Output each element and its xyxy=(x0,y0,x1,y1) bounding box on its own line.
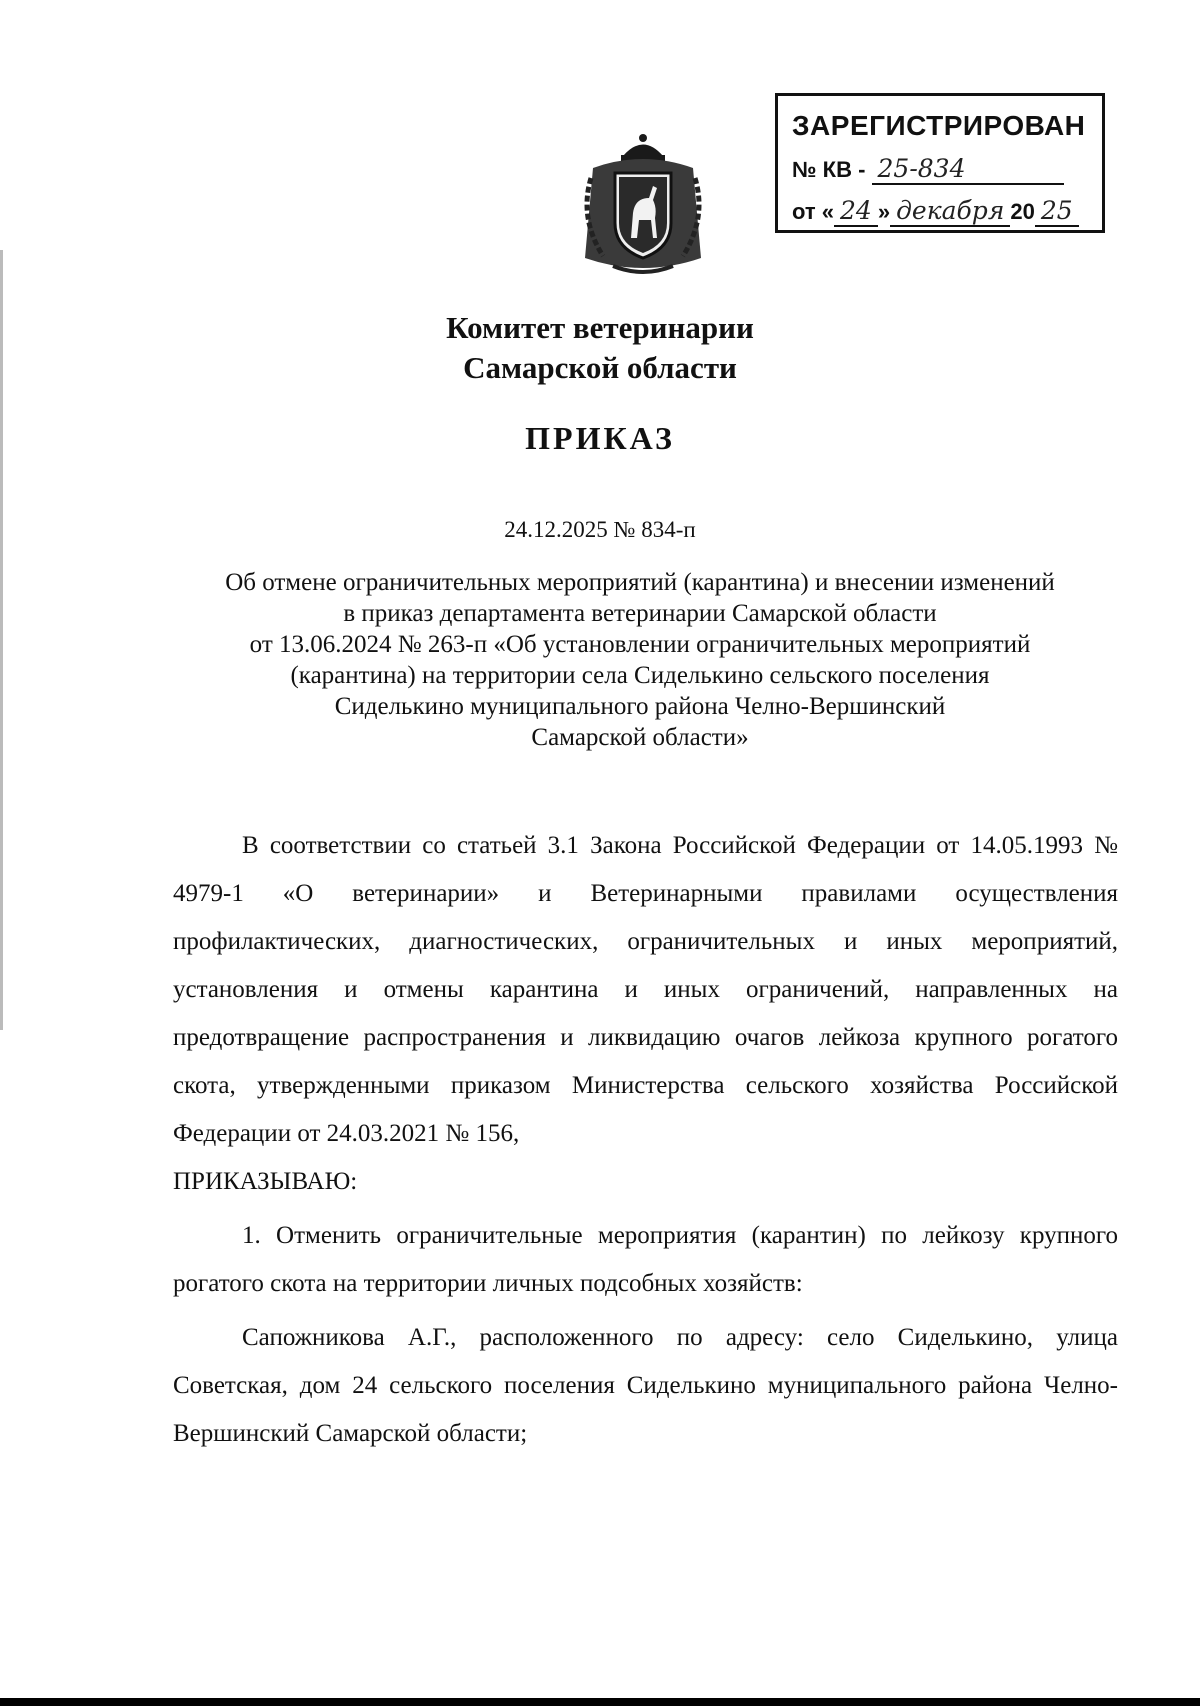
stamp-title: ЗАРЕГИСТРИРОВАН xyxy=(792,110,1086,141)
registration-stamp xyxy=(775,93,1105,233)
document-type: ПРИКАЗ xyxy=(525,420,675,456)
subject-line: от 13.06.2024 № 263-п «Об установлении ограничительных мероприятий xyxy=(249,631,1031,658)
stamp-number-handwritten: 25-834 xyxy=(872,154,1064,185)
subject-line: Самарской области» xyxy=(531,724,749,751)
coat-of-arms-emblem xyxy=(573,128,713,278)
stamp-date-row xyxy=(792,196,1079,225)
scan-edge-bottom xyxy=(0,1698,1200,1706)
subject-line: (карантина) на территории села Сиделькино сельского поселения xyxy=(290,662,990,689)
subject-line: в приказ департамента ветеринарии Самарской области xyxy=(343,600,937,627)
subject-line: Сиделькино муниципального района Челно-Вершинский xyxy=(334,693,946,720)
stamp-date-mid: » xyxy=(877,199,891,224)
stamp-number-prefix: № КВ - xyxy=(792,157,866,182)
item-1-paragraph: 1. Отменить ограничительные мероприятия (карантин) по лейкозу крупного рогатого скота на территории личных подсобных хозяйств: xyxy=(173,1222,1118,1297)
stamp-date-year: 25 xyxy=(1035,196,1079,227)
command-word: ПРИКАЗЫВАЮ: xyxy=(173,1168,358,1195)
stamp-date-prefix: от « xyxy=(792,199,835,224)
stamp-date-year-prefix: 20 xyxy=(1010,199,1035,224)
stamp-date-month: декабря xyxy=(890,196,1010,227)
document-number-date: 24.12.2025 № 834-п xyxy=(504,517,696,542)
item-1-household-paragraph: Сапожникова А.Г., расположенного по адресу: село Сиделькино, улица Советская, дом 24 сельского поселения Сиделькино муниципального района Челно-Вершинский Самарской области; xyxy=(173,1324,1118,1447)
stamp-number-row xyxy=(792,154,1064,185)
subject-line: Об отмене ограничительных мероприятий (карантина) и внесении изменений xyxy=(225,569,1055,596)
stamp-date-day: 24 xyxy=(834,196,878,227)
org-line-1: Комитет ветеринарии xyxy=(446,310,754,345)
order-body xyxy=(173,822,1118,1458)
preamble-paragraph: В соответствии со статьей 3.1 Закона Российской Федерации от 14.05.1993 № 4979-1 «О ветеринарии» и Ветеринарными правилами осуществления профилактических, диагностических, ограничительных и иных мероприятий, установления и отмены карантина и иных ограничений, направленных на предотвращение распространения и ликвидацию очагов лейкоза крупного рогатого скота, утвержденными приказом Министерства сельского хозяйства Российской Федерации от 24.03.2021 № 156, xyxy=(173,832,1118,1147)
org-line-2: Самарской области xyxy=(463,350,737,385)
organization-name xyxy=(0,308,1200,388)
order-subject xyxy=(160,567,1120,753)
